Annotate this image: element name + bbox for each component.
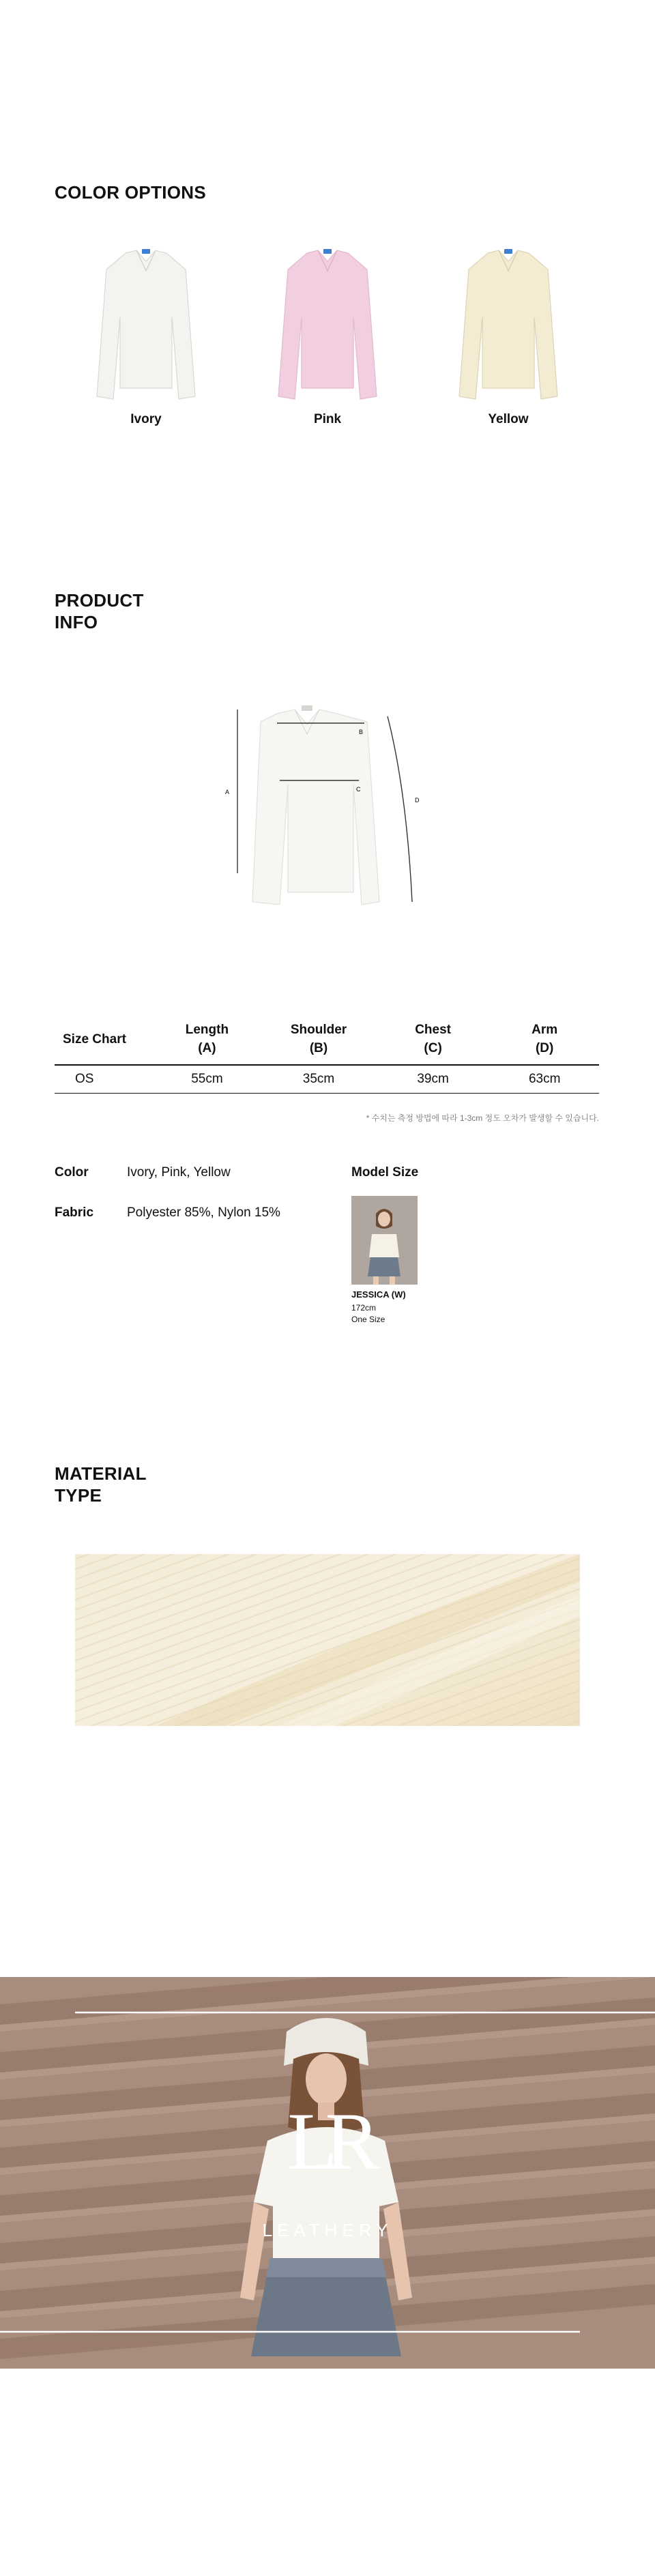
label-b: B <box>359 729 364 735</box>
header-shoulder: Shoulder (B) <box>261 1016 376 1065</box>
brand-banner <box>0 1977 655 2369</box>
product-info-title: PRODUCT INFO <box>55 590 144 632</box>
color-swatch-yellow[interactable] <box>440 242 577 406</box>
shirt-illustration <box>440 242 577 406</box>
color-label-yellow: Yellow <box>488 412 529 426</box>
spec-color-value: Ivory, Pink, Yellow <box>127 1165 231 1180</box>
shirt-illustration <box>259 242 396 406</box>
measurement-diagram <box>225 696 430 914</box>
table-row <box>55 1065 599 1094</box>
model-size-title: Model Size <box>351 1165 419 1180</box>
color-label-ivory: Ivory <box>130 412 162 426</box>
cell-shoulder: 35cm <box>261 1065 376 1094</box>
header-size-chart: Size Chart <box>55 1016 153 1065</box>
model-photo <box>351 1196 418 1285</box>
header-chest: Chest (C) <box>376 1016 491 1065</box>
brand-name: LEATHERY <box>262 2220 393 2240</box>
measurement-note: * 수치는 측정 방법에 따라 1-3cm 정도 오차가 발생할 수 있습니다. <box>366 1113 599 1123</box>
brand-monogram: LR <box>287 2096 368 2186</box>
size-chart-header-row <box>55 1016 599 1065</box>
cell-size: OS <box>55 1065 153 1094</box>
header-arm: Arm (D) <box>490 1016 599 1065</box>
color-swatch-pink[interactable] <box>259 242 396 406</box>
color-swatch-ivory[interactable] <box>78 242 214 406</box>
model-height: 172cm <box>351 1303 377 1313</box>
spec-color-label: Color <box>55 1165 89 1180</box>
label-a: A <box>225 789 230 795</box>
spec-fabric-value: Polyester 85%, Nylon 15% <box>127 1205 280 1220</box>
fabric-swatch-image <box>75 1554 580 1726</box>
color-label-pink: Pink <box>313 412 342 426</box>
color-options-title: COLOR OPTIONS <box>55 182 207 203</box>
spec-fabric-label: Fabric <box>55 1205 94 1220</box>
shirt-illustration <box>78 242 214 406</box>
size-chart-table <box>55 1016 599 1094</box>
label-c: C <box>356 786 361 793</box>
model-name: JESSICA (W) <box>351 1289 406 1300</box>
header-length: Length (A) <box>153 1016 262 1065</box>
material-type-title: MATERIAL TYPE <box>55 1463 147 1506</box>
cell-chest: 39cm <box>376 1065 491 1094</box>
cell-arm: 63cm <box>490 1065 599 1094</box>
label-d: D <box>415 797 420 804</box>
cell-length: 55cm <box>153 1065 262 1094</box>
model-size: One Size <box>351 1315 385 1324</box>
